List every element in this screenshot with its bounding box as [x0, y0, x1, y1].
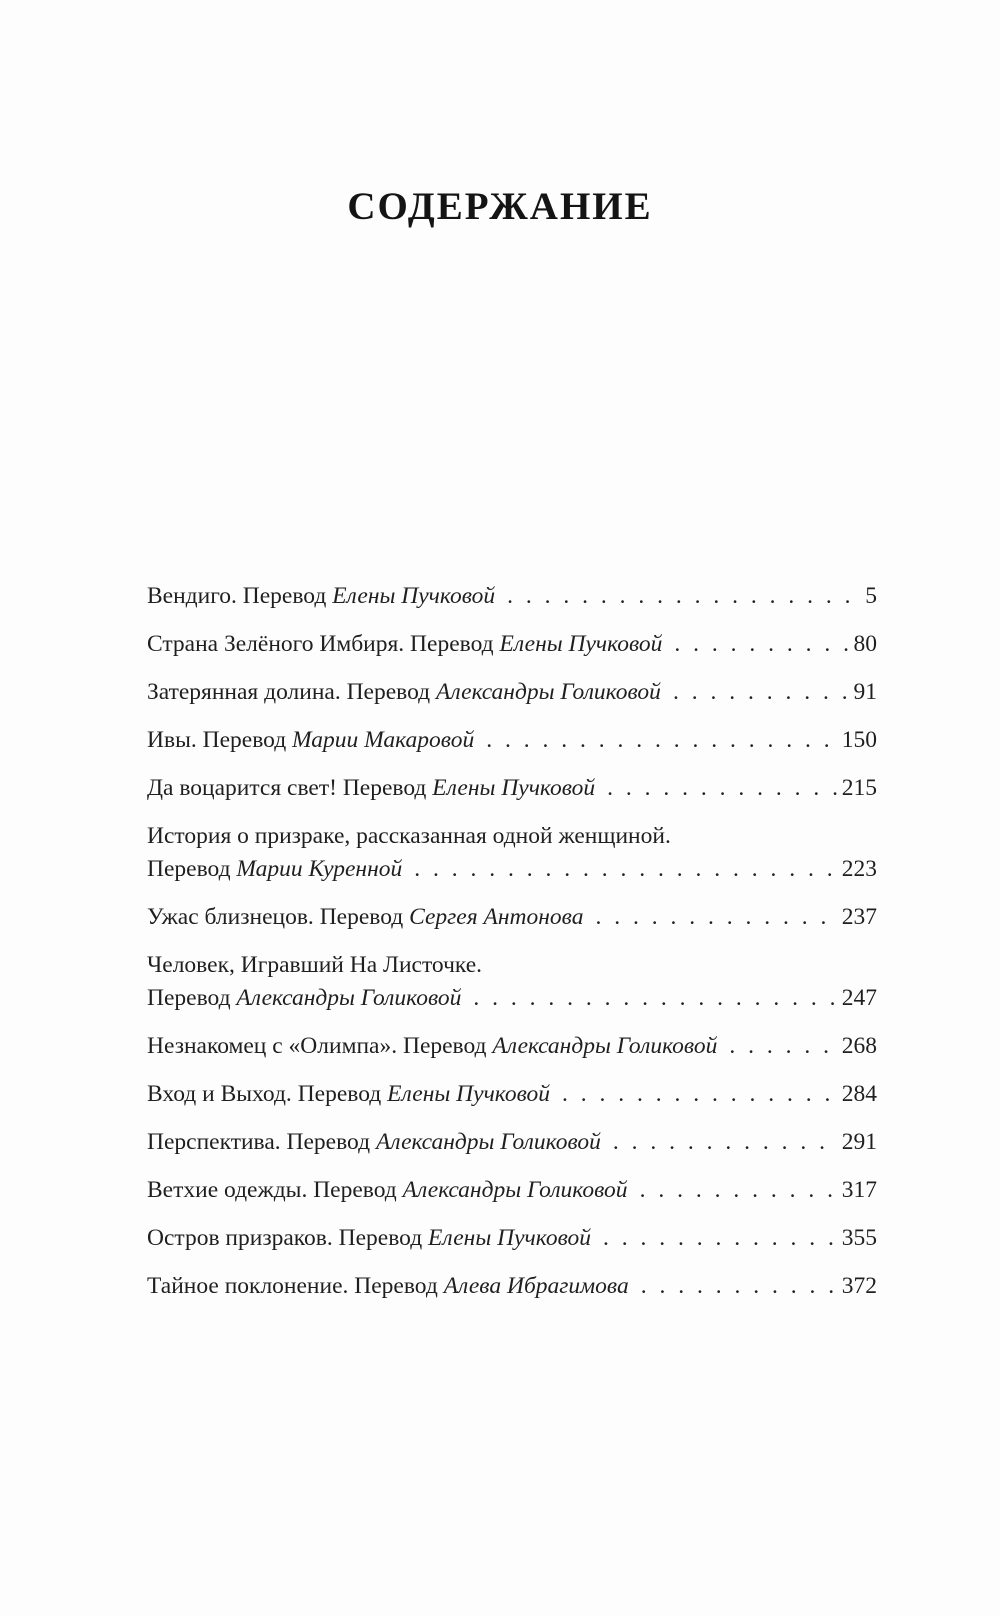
toc-entry-prefix: Перевод — [147, 985, 231, 1011]
toc-line — [147, 901, 877, 934]
toc-entry-translator: Александры Голиковой — [402, 1177, 628, 1203]
dot-leader — [674, 628, 849, 661]
toc-line — [147, 1078, 877, 1111]
toc-entry-translator: Елены Пучковой — [387, 1081, 551, 1107]
toc-entry-translator: Сергея Антонова — [409, 904, 584, 930]
toc-entry[interactable] — [147, 1174, 877, 1207]
toc-entry[interactable] — [147, 676, 877, 709]
toc-line — [147, 1174, 877, 1207]
toc-line — [147, 724, 877, 757]
toc-entry-title: Ужас близнецов. — [147, 904, 314, 930]
dot-leader — [603, 1222, 838, 1255]
toc-entry[interactable] — [147, 1126, 877, 1159]
toc-entry[interactable] — [147, 580, 877, 613]
toc-entry-page: 150 — [841, 727, 877, 753]
toc-entry-title: Вендиго. — [147, 583, 237, 609]
toc-entry-page: 284 — [841, 1081, 877, 1107]
toc-line — [147, 982, 877, 1015]
toc-entry-prefix: Перевод — [338, 1225, 423, 1251]
toc-entry-title: Незнакомец с «Олимпа». — [147, 1033, 398, 1059]
toc-line — [147, 772, 877, 805]
toc-entry[interactable] — [147, 628, 877, 661]
toc-entry-title: Ивы. — [147, 727, 197, 753]
toc-entry-page: 237 — [841, 904, 877, 930]
toc-line — [147, 676, 877, 709]
toc-entry-page: 80 — [853, 631, 877, 657]
dot-leader — [507, 580, 861, 613]
toc-entry-page: 268 — [841, 1033, 877, 1059]
toc-line — [147, 1126, 877, 1159]
toc-line — [147, 853, 877, 886]
dot-leader — [640, 1174, 838, 1207]
toc-entry-page: 317 — [841, 1177, 877, 1203]
dot-leader — [414, 853, 837, 886]
toc-entry-title: Человек, Игравший На Листочке. — [147, 952, 483, 978]
toc-entry-page: 291 — [841, 1129, 877, 1155]
toc-entry[interactable] — [147, 1270, 877, 1303]
dot-leader — [607, 772, 838, 805]
toc-entry-prefix: Перевод — [346, 679, 431, 705]
toc-entry-title: Затерянная долина. — [147, 679, 341, 705]
dot-leader — [595, 901, 837, 934]
toc-entry-prefix: Перевод — [202, 727, 287, 753]
toc-entry-prefix: Перевод — [402, 1033, 487, 1059]
toc-entry-page: 215 — [841, 775, 877, 801]
toc-entry-translator: Елены Пучковой — [332, 583, 496, 609]
toc-entry-page: 5 — [865, 583, 877, 609]
dot-leader — [562, 1078, 838, 1111]
toc-entry-prefix: Перевод — [242, 583, 327, 609]
toc-entry[interactable] — [147, 1030, 877, 1063]
toc-line — [147, 1270, 877, 1303]
toc-entry[interactable] — [147, 1078, 877, 1111]
toc-entry[interactable] — [147, 901, 877, 934]
toc-entry-title: Ветхие одежды. — [147, 1177, 308, 1203]
table-of-contents — [147, 580, 877, 1318]
toc-entry-prefix: Перевод — [147, 856, 231, 882]
dot-leader — [729, 1030, 837, 1063]
toc-line — [147, 580, 877, 613]
toc-entry-page: 247 — [841, 985, 877, 1011]
toc-entry-prefix: Перевод — [410, 631, 494, 657]
toc-entry[interactable] — [147, 772, 877, 805]
dot-leader — [641, 1270, 838, 1303]
toc-entry-title: Да воцарится свет! — [147, 775, 337, 801]
toc-entry-translator: Елены Пучковой — [499, 631, 663, 657]
toc-entry-translator: Марии Куренной — [236, 856, 403, 882]
toc-entry-prefix: Перевод — [319, 904, 404, 930]
toc-entry-title: Перспектива. — [147, 1129, 281, 1155]
dot-leader — [613, 1126, 838, 1159]
toc-entry[interactable] — [147, 1222, 877, 1255]
toc-entry-prefix: Перевод — [297, 1081, 382, 1107]
toc-entry-page: 223 — [841, 856, 877, 882]
toc-line — [147, 628, 877, 661]
toc-line — [147, 1222, 877, 1255]
toc-entry-translator: Елены Пучковой — [428, 1225, 591, 1251]
toc-entry-prefix: Перевод — [342, 775, 427, 801]
toc-entry-title: Вход и Выход. — [147, 1081, 292, 1107]
toc-entry-translator: Александры Голиковой — [375, 1129, 601, 1155]
toc-entry-title: Остров призраков. — [147, 1225, 333, 1251]
toc-entry-translator: Алева Ибрагимова — [443, 1273, 629, 1299]
toc-entry[interactable] — [147, 820, 877, 886]
toc-entry[interactable] — [147, 724, 877, 757]
toc-entry-translator: Елены Пучковой — [432, 775, 596, 801]
toc-entry-prefix: Перевод — [313, 1177, 397, 1203]
toc-entry-page: 355 — [841, 1225, 877, 1251]
toc-entry-title: История о призраке, рассказанная одной женщиной. — [147, 823, 671, 849]
toc-entry-page: 91 — [853, 679, 877, 705]
page-title: СОДЕРЖАНИЕ — [347, 185, 653, 229]
dot-leader — [486, 724, 838, 757]
toc-entry-title: Страна Зелёного Имбиря. — [147, 631, 405, 657]
toc-entry-page: 372 — [841, 1273, 877, 1299]
toc-entry-title: Тайное поклонение. — [147, 1273, 349, 1299]
toc-entry-translator: Александры Голиковой — [236, 985, 462, 1011]
toc-entry-prefix: Перевод — [354, 1273, 438, 1299]
dot-leader — [473, 982, 837, 1015]
toc-line — [147, 1030, 877, 1063]
dot-leader — [673, 676, 850, 709]
toc-entry[interactable] — [147, 949, 877, 1015]
toc-entry-prefix: Перевод — [286, 1129, 371, 1155]
toc-entry-translator: Марии Макаровой — [292, 727, 475, 753]
toc-entry-translator: Александры Голиковой — [492, 1033, 718, 1059]
toc-entry-translator: Александры Голиковой — [436, 679, 661, 705]
